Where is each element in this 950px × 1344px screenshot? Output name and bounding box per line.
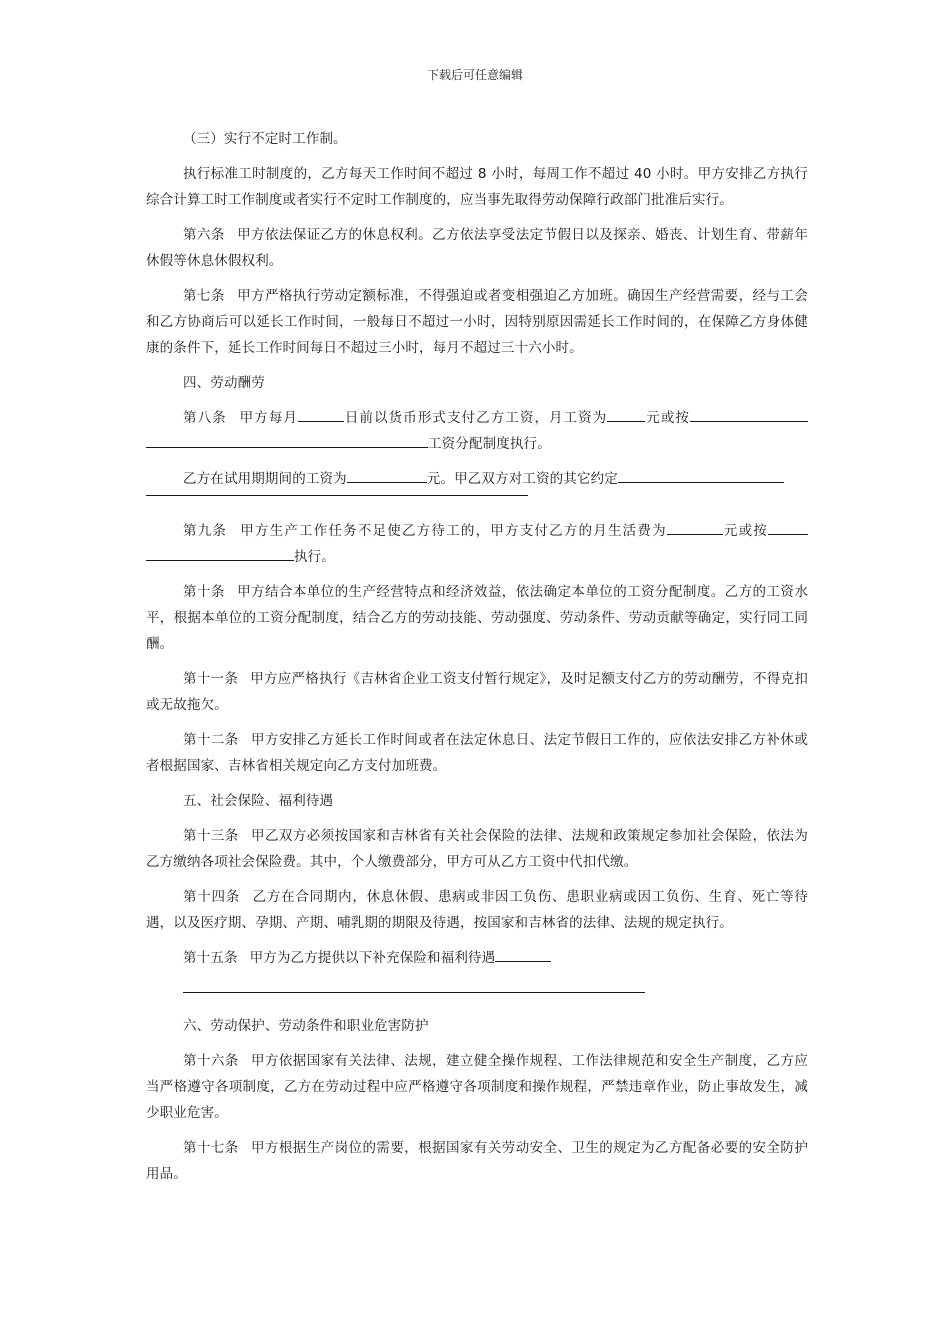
article-7 (146, 283, 808, 361)
article-label: 第十五条 (183, 950, 238, 966)
article-label: 第十六条 (183, 1053, 239, 1069)
article-label: 第十条 (183, 584, 225, 600)
article-9: 第九条 甲方生产工作任务不足使乙方待工的，甲方支付乙方的月生活费为 元或按执行。 (146, 518, 808, 570)
section-heading-protection: 六、劳动保护、劳动条件和职业危害防护 (183, 1018, 429, 1034)
article-6 (146, 222, 808, 274)
section-heading-remuneration: 四、劳动酬劳 (183, 375, 265, 391)
section-heading-insurance: 五、社会保险、福利待遇 (183, 793, 334, 809)
blank-wage-basis[interactable] (690, 405, 808, 422)
article-14: 第十四条 乙方在合同期内，休息休假、患病或非因工负伤、患职业病或因工负伤、生育、死亡等待遇，以及医疗期、孕期、产期、哺乳期的期限及待遇，按国家和吉林省的法律、法规的规定执行。 (146, 889, 808, 931)
paragraph-nonfixed-hours: （三）实行不定时工作制。 (183, 131, 347, 147)
article-15: 第十五条 甲方为乙方提供以下补充保险和福利待遇 (146, 945, 808, 971)
blank-wage-basis-continued[interactable] (146, 431, 428, 448)
page-header: 下载后可任意编辑 (426, 68, 523, 82)
article-label: 第十一条 (183, 671, 239, 687)
article-label: 第八条 (183, 410, 227, 426)
blank-probation-wage[interactable] (347, 466, 427, 483)
blank-supplementary-benefits-line[interactable] (183, 980, 645, 993)
blank-living-allowance[interactable] (667, 518, 723, 535)
article-label: 第十二条 (183, 732, 239, 748)
blank-monthly-wage[interactable] (607, 405, 645, 422)
blank-allowance-basis[interactable] (768, 518, 808, 535)
blank-supplementary-benefits[interactable] (495, 945, 551, 962)
article-label: 第十四条 (183, 889, 241, 905)
article-11: 第十一条 甲方应严格执行《吉林省企业工资支付暂行规定》，及时足额支付乙方的劳动酬劳，不得克扣或无故拖欠。 (146, 671, 808, 713)
article-8-probation: 乙方在试用期期间的工资为 元。甲乙双方对工资的其它约定 (146, 466, 808, 492)
blank-allowance-basis-continued[interactable] (146, 544, 294, 561)
document-body (146, 126, 808, 1196)
article-label: 第九条 (183, 523, 228, 539)
article-16: 第十六条 甲方依据国家有关法律、法规，建立健全操作规程、工作法律规范和安全生产制度，乙方应当严格遵守各项制度，乙方在劳动过程中应严格遵守各项制度和操作规程，严禁违章作业，防止事故发生，减少职业危害。 (146, 1053, 808, 1121)
article-8: 第八条 甲方每月 日前以货币形式支付乙方工资，月工资为 元或按工资分配制度执行。 (146, 405, 808, 457)
article-12: 第十二条 甲方安排乙方延长工作时间或者在法定休息日、法定节假日工作的，应依法安排乙方补休或者根据国家、吉林省相关规定向乙方支付加班费。 (146, 732, 808, 774)
article-label: 第七条 (183, 288, 225, 304)
article-13: 第十三条 甲乙双方必须按国家和吉林省有关社会保险的法律、法规和政策规定参加社会保险，依法为乙方缴纳各项社会保险费。其中，个人缴费部分，甲方可从乙方工资中代扣代缴。 (146, 828, 808, 870)
paragraph-standard-hours: 执行标准工时制度的，乙方每天工作时间不超过 8 小时，每周工作不超过 40 小时。甲方安排乙方执行综合计算工时工作制度或者实行不定时工作制度的，应当事先取得劳动保障行政部门批准后实行。 (146, 166, 808, 208)
article-label: 第十七条 (183, 1140, 239, 1156)
article-label: 第十三条 (183, 828, 239, 844)
article-17: 第十七条 甲方根据生产岗位的需要，根据国家有关劳动安全、卫生的规定为乙方配备必要的安全防护用品。 (146, 1140, 808, 1182)
article-10: 第十条 甲方结合本单位的生产经营特点和经济效益，依法确定本单位的工资分配制度。乙方的工资水平，根据本单位的工资分配制度，结合乙方的劳动技能、劳动强度、劳动条件、劳动贡献等确定，实行同工同酬。 (146, 584, 808, 652)
blank-pay-day[interactable] (298, 405, 344, 422)
blank-other-wage-terms[interactable] (618, 466, 784, 483)
article-text: 甲方严格执行劳动定额标准，不得强迫或者变相强迫乙方加班。确因生产经营需要，经与工会和乙方协商后可以延长工作时间，一般每日不超过一小时，因特别原因需延长工作时间的，在保障乙方身体健康的条件下，延长工作时间每日不超过三小时，每月不超过三十六小时。 (146, 288, 808, 356)
article-label: 第六条 (183, 227, 225, 243)
article-text: 甲方依法保证乙方的休息权利。乙方依法享受法定节假日以及探亲、婚丧、计划生育、带薪年休假等休息休假权利。 (146, 227, 808, 269)
